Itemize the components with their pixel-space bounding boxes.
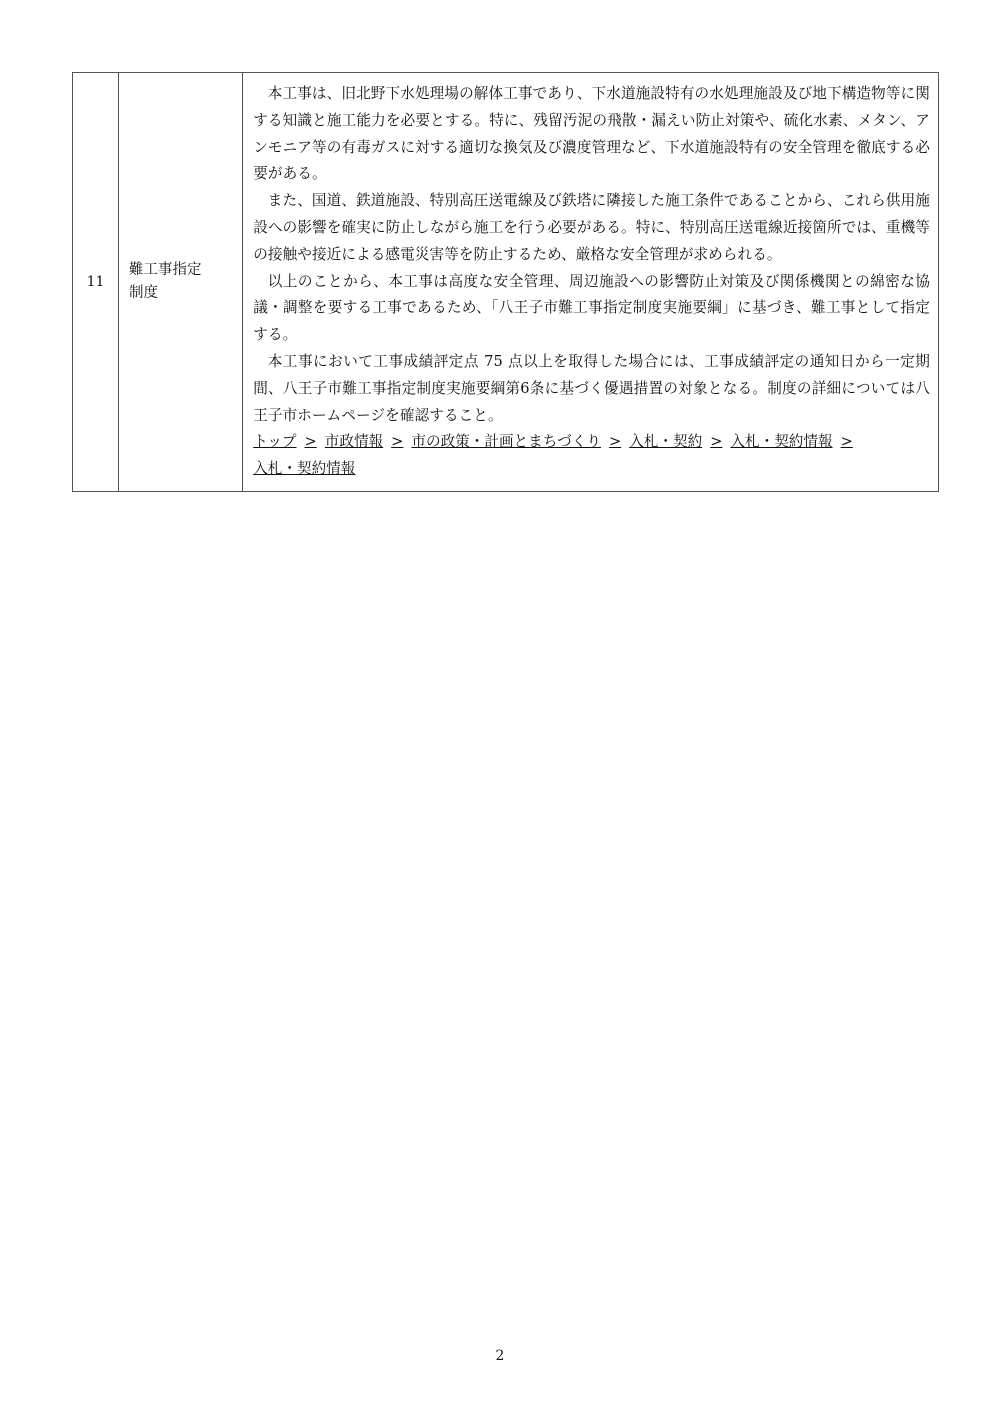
breadcrumb-separator: >	[710, 433, 723, 451]
paragraph: 以上のことから、本工事は高度な安全管理、周辺施設への影響防止対策及び関係機関との綿密な協議・調整を要する工事であるため、「八王子市難工事指定制度実施要綱」に基づき、難工事として指定する。	[253, 272, 930, 344]
breadcrumb-link-bidding-contracts[interactable]: 入札・契約	[629, 433, 703, 451]
spec-table	[72, 72, 939, 492]
row-number: 11	[73, 73, 119, 492]
paragraph: 本工事において工事成績評定点 75 点以上を取得した場合には、工事成績評定の通知日から一定期間、八王子市難工事指定制度実施要綱第6条に基づく優遇措置の対象となる。制度の詳細については八王子市ホームページを確認すること。	[253, 352, 930, 424]
page-number: 2	[495, 1348, 505, 1364]
table-row	[73, 73, 939, 492]
breadcrumb-link-policy-planning[interactable]: 市の政策・計画とまちづくり	[411, 433, 601, 451]
breadcrumb-separator: >	[608, 433, 622, 451]
breadcrumb-link-bidding-info-page[interactable]: 入札・契約情報	[253, 460, 356, 478]
breadcrumb-separator: >	[304, 433, 317, 451]
item-name-line: 難工事指定	[129, 261, 202, 278]
paragraph: また、国道、鉄道施設、特別高圧送電線及び鉄塔に隣接した施工条件であることから、これら供用施設への影響を確実に防止しながら施工を行う必要がある。特に、特別高圧送電線近接箇所では、重機等の接触や接近による感電災害等を防止するため、厳格な安全管理が求められる。	[253, 192, 930, 263]
breadcrumb-link-bidding-info[interactable]: 入札・契約情報	[730, 433, 833, 451]
breadcrumb-link-top[interactable]: トップ	[253, 433, 297, 451]
content-cell	[243, 73, 939, 492]
breadcrumb-separator: >	[840, 433, 853, 451]
item-name-line: 制度	[129, 284, 159, 301]
item-name-cell	[119, 73, 243, 492]
breadcrumb	[253, 429, 930, 483]
paragraph: 本工事は、旧北野下水処理場の解体工事であり、下水道施設特有の水処理施設及び地下構造物等に関する知識と施工能力を必要とする。特に、残留汚泥の飛散・漏えい防止対策や、硫化水素、メタン、アンモニア等の有毒ガスに対する適切な換気及び濃度管理など、下水道施設特有の安全管理を徹底する必要がある。	[253, 85, 930, 183]
breadcrumb-link-city-info[interactable]: 市政情報	[324, 433, 384, 451]
breadcrumb-separator: >	[391, 433, 404, 451]
